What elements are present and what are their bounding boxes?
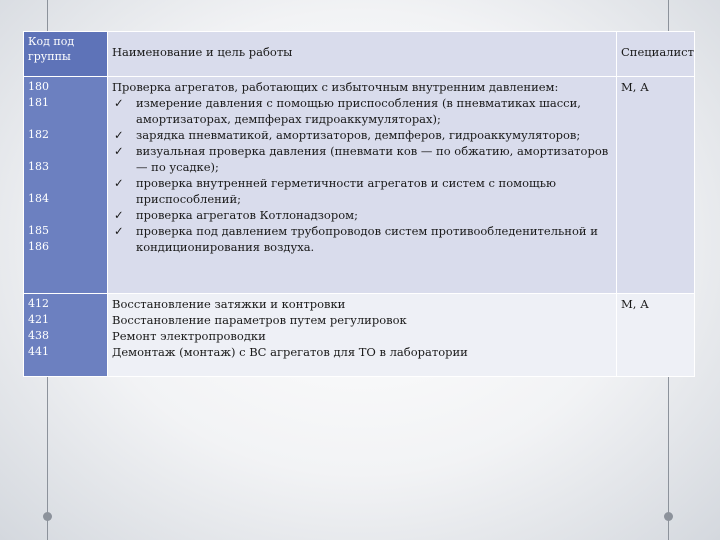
table-row [24,77,695,294]
list-item: ✓ проверка под давлением трубопроводов систем противообледенительной и кондиционирования воздуха. [114,224,598,254]
code-412: 412 [28,297,49,310]
code-186: 186 [28,240,49,253]
row2-line: Демонтаж (монтаж) с ВС агрегатов для ТО в лаборатории [112,345,468,359]
code-184: 184 [28,192,49,205]
list-item: ✓ визуальная проверка давления (пневмати ков — по обжатию, амортизаторов — по усадке); [114,144,609,174]
table-row [24,294,695,377]
slide-bullet-dot-right [664,512,673,521]
row2-description [108,294,617,377]
code-180: 180 [28,80,49,93]
checkmark-icon: ✓ [114,128,124,142]
code-438: 438 [28,329,49,342]
code-441: 441 [28,345,49,358]
row2-specialist: М, А [617,294,695,377]
checkmark-icon: ✓ [114,96,124,110]
row2-line: Ремонт электропроводки [112,329,266,343]
code-185: 185 [28,224,49,237]
row1-specialist: М, А [617,77,695,294]
header-code: Код под группы [24,32,108,77]
row2-line: Восстановление затяжки и контровки [112,297,346,311]
code-181: 181 [28,96,49,109]
row2-codes [24,294,108,377]
works-table [23,31,695,377]
code-421: 421 [28,313,49,326]
list-item: ✓ проверка внутренней герметичности агрегатов и систем с помощью приспособлений; [114,176,556,206]
checkmark-icon: ✓ [114,176,124,190]
list-item: ✓ проверка агрегатов Котлонадзором; [114,208,358,222]
checkmark-icon: ✓ [114,224,124,238]
row1-description [108,77,617,294]
code-183: 183 [28,160,49,173]
list-item: ✓ зарядка пневматикой, амортизаторов, демпферов, гидроаккумуляторов; [114,128,581,142]
checkmark-icon: ✓ [114,208,124,222]
row1-codes [24,77,108,294]
code-182: 182 [28,128,49,141]
row1-title: Проверка агрегатов, работающих с избыточным внутренним давлением: [112,80,559,94]
checkmark-icon: ✓ [114,144,124,158]
header-specialist: Специалист [617,32,695,77]
table-header-row [24,32,695,77]
header-name: Наименование и цель работы [108,32,617,77]
row2-line: Восстановление параметров путем регулировок [112,313,407,327]
slide-bullet-dot-left [43,512,52,521]
list-item: ✓ измерение давления с помощью приспособления (в пневматиках шасси, амортизаторах, демпферах гидроаккумуляторах); [114,96,581,126]
